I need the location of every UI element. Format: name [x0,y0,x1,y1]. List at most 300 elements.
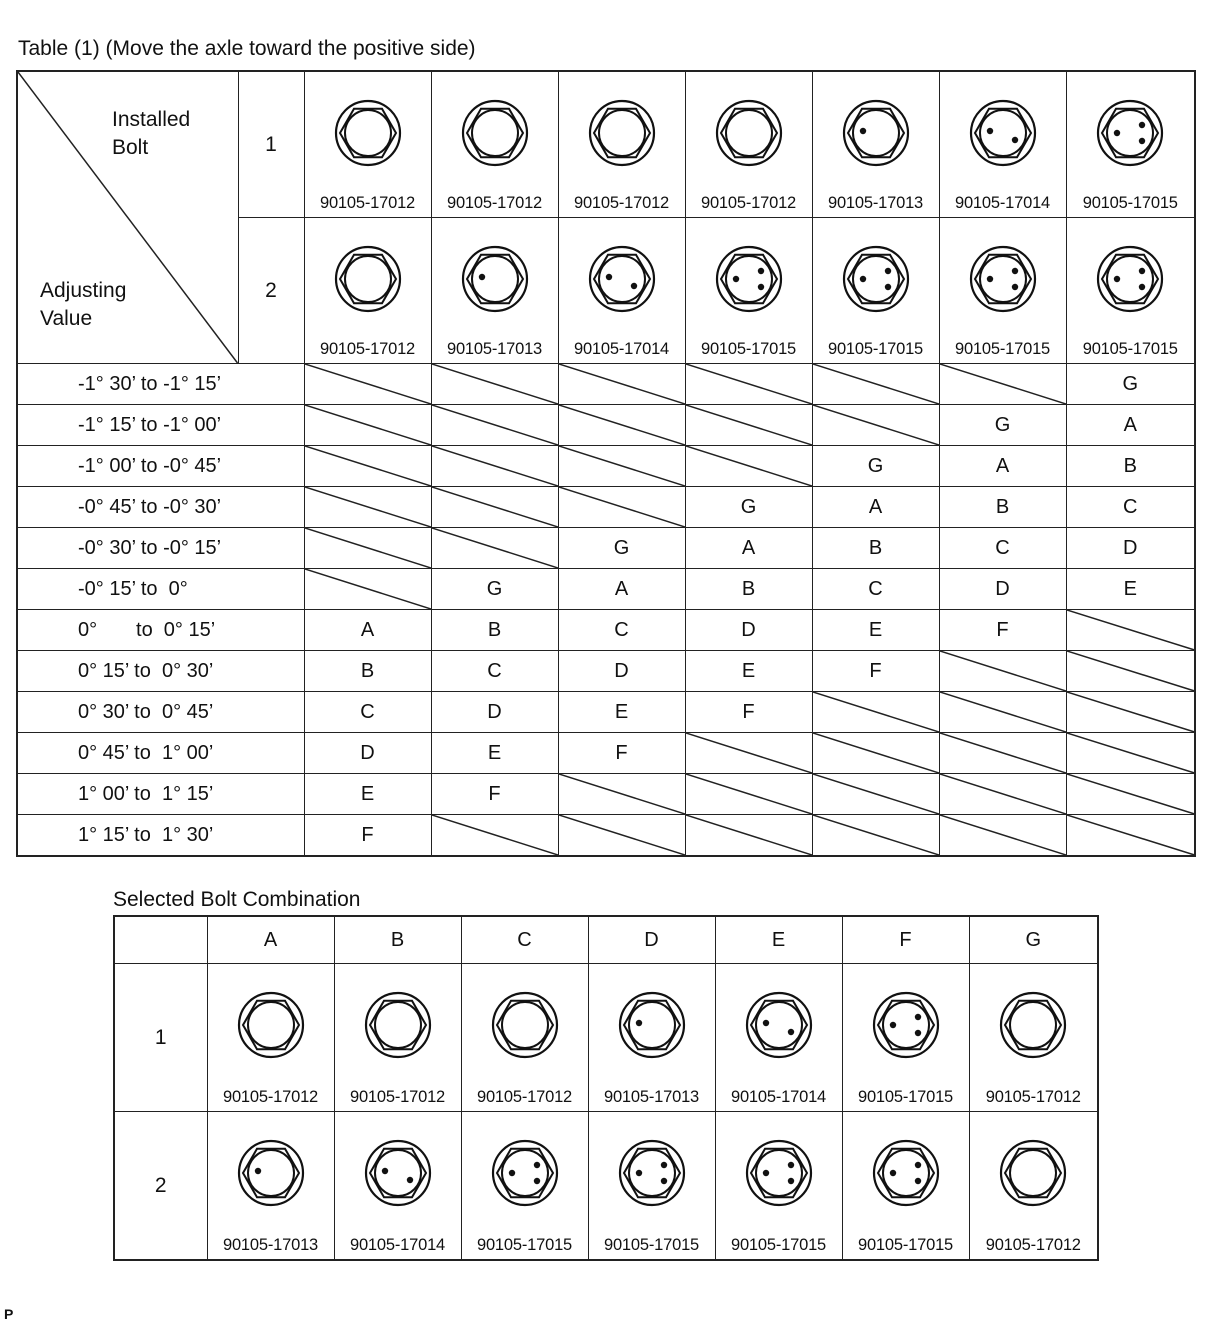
combination-letter-cell: G [1066,364,1195,405]
bolt-mark-dot [381,1168,387,1174]
not-applicable-hatch [559,815,685,855]
combination-letter-cell: E [558,692,685,733]
bolt-part-number: 90105-17013 [446,340,543,358]
not-applicable-hatch [559,364,685,404]
adjusting-value-row [17,610,1195,651]
bolt-mark-dot [986,128,992,134]
bolt-head-icon [998,990,1068,1060]
bolt-head-icon [841,244,911,314]
bolt-head-icon [841,98,911,168]
combination-letter-cell: D [558,651,685,692]
not-applicable-hatch [432,487,558,527]
not-applicable-hatch [1067,651,1195,691]
bolt-mark-dot [1011,137,1017,143]
combination-letter-cell: C [939,528,1066,569]
not-applicable-cell [812,405,939,446]
bolt-position-number: 1 [114,964,207,1112]
not-applicable-cell [431,446,558,487]
bolt-mark-dot [986,276,992,282]
bolt-part-number: 90105-17014 [954,194,1051,212]
combination-letter-cell: G [685,487,812,528]
combination-letter-cell: E [685,651,812,692]
bolt-part-number: 90105-17012 [319,194,416,212]
combination-letter-cell: E [1066,569,1195,610]
not-applicable-cell [685,364,812,405]
bolt-cell [558,218,685,364]
bolt-head-icon [744,1138,814,1208]
installed-bolt-row [17,71,1195,218]
not-applicable-cell [431,815,558,857]
not-applicable-hatch [1067,610,1195,650]
bolt-cell [334,964,461,1112]
combination-letter-cell: C [558,610,685,651]
not-applicable-cell [1066,733,1195,774]
combination-letter-cell: B [304,651,431,692]
combination-letter-cell: F [431,774,558,815]
not-applicable-hatch [940,774,1066,814]
not-applicable-hatch [432,528,558,568]
adjusting-value-row [17,733,1195,774]
combination-letter-header: B [334,916,461,964]
bolt-head-icon [871,990,941,1060]
not-applicable-hatch [305,528,431,568]
adjusting-value-range: 1° 15’ to 1° 30’ [17,815,304,857]
not-applicable-cell [558,815,685,857]
not-applicable-hatch [1067,774,1195,814]
bolt-mark-dot [635,1170,641,1176]
not-applicable-cell [558,405,685,446]
combination-letter-cell: E [304,774,431,815]
combination-letter-cell: C [812,569,939,610]
not-applicable-hatch [940,364,1066,404]
bolt-part-number: 90105-17015 [603,1236,700,1254]
not-applicable-cell [939,651,1066,692]
adjusting-value-row [17,774,1195,815]
footer-mark: P [4,1306,14,1322]
adjusting-value-range: -1° 00’ to -0° 45’ [17,446,304,487]
bolt-cell [304,71,431,218]
not-applicable-hatch [559,774,685,814]
bolt-cell [969,1112,1098,1261]
bolt-part-number: 90105-17014 [573,340,670,358]
not-applicable-cell [558,446,685,487]
not-applicable-cell [812,774,939,815]
bolt-cell [431,218,558,364]
bolt-mark-dot [1139,122,1145,128]
bolt-cell [304,218,431,364]
bolt-cell [1066,218,1195,364]
bolt-head-icon [363,990,433,1060]
bolt-mark-dot [757,268,763,274]
not-applicable-cell [1066,692,1195,733]
bolt-mark-dot [787,1029,793,1035]
not-applicable-cell [304,487,431,528]
bolt-part-number: 90105-17014 [349,1236,446,1254]
adjusting-value-label: Adjusting Value [40,279,127,330]
bolt-part-number: 90105-17015 [954,340,1051,358]
not-applicable-cell [304,405,431,446]
not-applicable-hatch [432,364,558,404]
combination-letter-header: C [461,916,588,964]
bolt-part-number: 90105-17012 [700,194,797,212]
bolt-mark-dot [533,1162,539,1168]
bolt-head-icon [236,1138,306,1208]
bolt-mark-dot [478,274,484,280]
bolt-mark-dot [635,1020,641,1026]
adjusting-value-range: -0° 15’ to 0° [17,569,304,610]
not-applicable-hatch [940,651,1066,691]
not-applicable-cell [304,446,431,487]
not-applicable-hatch [305,487,431,527]
combination-letter-cell: F [812,651,939,692]
not-applicable-cell [812,364,939,405]
bolt-head-icon [617,1138,687,1208]
bolt-head-icon [998,1138,1068,1208]
bolt-part-number: 90105-17013 [222,1236,319,1254]
combination-letter-cell: C [1066,487,1195,528]
bolt-cell [558,71,685,218]
bolt-mark-dot [914,1014,920,1020]
combination-letter-header: G [969,916,1098,964]
bolt-cell [334,1112,461,1261]
bolt-part-number: 90105-17015 [700,340,797,358]
not-applicable-hatch [305,405,431,445]
selected-bolt-row [114,964,1098,1112]
bolt-mark-dot [757,284,763,290]
not-applicable-cell [431,487,558,528]
not-applicable-hatch [686,815,812,855]
not-applicable-hatch [686,733,812,773]
combination-letter-cell: B [1066,446,1195,487]
bolt-cell [715,1112,842,1261]
combination-letter-header: D [588,916,715,964]
bolt-mark-dot [889,1170,895,1176]
bolt-part-number: 90105-17013 [603,1088,700,1106]
not-applicable-hatch [686,364,812,404]
combination-letter-cell: G [558,528,685,569]
bolt-head-icon [714,244,784,314]
bolt-part-number: 90105-17015 [1082,340,1178,358]
bolt-head-icon [490,990,560,1060]
bolt-mark-dot [762,1020,768,1026]
bolt-head-icon [236,990,306,1060]
bolt-mark-dot [914,1030,920,1036]
bolt-part-number: 90105-17012 [985,1236,1081,1254]
not-applicable-cell [431,405,558,446]
bolt-mark-dot [254,1168,260,1174]
not-applicable-cell [685,733,812,774]
bolt-part-number: 90105-17015 [827,340,924,358]
bolt-cell [842,1112,969,1261]
bolt-head-icon [968,244,1038,314]
not-applicable-hatch [1067,815,1195,855]
not-applicable-hatch [686,405,812,445]
combination-letter-cell: B [431,610,558,651]
bolt-mark-dot [884,284,890,290]
bolt-cell [588,964,715,1112]
not-applicable-cell [812,692,939,733]
bolt-part-number: 90105-17015 [1082,194,1178,212]
bolt-mark-dot [1114,276,1120,282]
bolt-head-icon [1095,244,1165,314]
adjusting-value-range: -1° 30’ to -1° 15’ [17,364,304,405]
bolt-head-icon [363,1138,433,1208]
bolt-mark-dot [732,276,738,282]
not-applicable-hatch [432,446,558,486]
bolt-mark-dot [1139,268,1145,274]
not-applicable-cell [939,692,1066,733]
bolt-head-icon [871,1138,941,1208]
combination-letter-cell: F [558,733,685,774]
adjusting-value-range: -1° 15’ to -1° 00’ [17,405,304,446]
combination-letter-cell: D [431,692,558,733]
not-applicable-hatch [305,446,431,486]
combination-letter-cell: A [1066,405,1195,446]
bolt-mark-dot [884,268,890,274]
bolt-mark-dot [508,1170,514,1176]
not-applicable-cell [304,569,431,610]
adjusting-value-row [17,528,1195,569]
combination-letter-cell: B [685,569,812,610]
not-applicable-hatch [1067,733,1195,773]
combination-letter-cell: C [304,692,431,733]
not-applicable-cell [558,774,685,815]
adjusting-value-range: 0° to 0° 15’ [17,610,304,651]
bolt-mark-dot [859,276,865,282]
not-applicable-cell [558,364,685,405]
combination-letter-cell: E [812,610,939,651]
bolt-mark-dot [1011,268,1017,274]
combination-letter-cell: D [939,569,1066,610]
not-applicable-cell [812,733,939,774]
combination-letter-cell: A [558,569,685,610]
not-applicable-hatch [940,815,1066,855]
bolt-mark-dot [787,1178,793,1184]
combination-letter-cell: A [812,487,939,528]
bolt-part-number: 90105-17015 [857,1236,954,1254]
bolt-mark-dot [914,1162,920,1168]
bolt-cell [715,964,842,1112]
adjusting-value-range: 0° 15’ to 0° 30’ [17,651,304,692]
bolt-part-number: 90105-17012 [476,1088,573,1106]
not-applicable-hatch [940,733,1066,773]
combination-letter-cell: G [812,446,939,487]
bolt-head-icon [460,98,530,168]
adjusting-value-range: -0° 30’ to -0° 15’ [17,528,304,569]
not-applicable-hatch [559,405,685,445]
bolt-part-number: 90105-17013 [827,194,924,212]
not-applicable-cell [431,364,558,405]
bolt-head-icon [968,98,1038,168]
not-applicable-cell [1066,610,1195,651]
bolt-mark-dot [406,1177,412,1183]
combination-letter-cell: B [939,487,1066,528]
not-applicable-cell [304,528,431,569]
selected-table-title: Selected Bolt Combination [113,888,361,911]
not-applicable-cell [812,815,939,857]
bolt-part-number: 90105-17012 [222,1088,319,1106]
combination-letter-cell: F [304,815,431,857]
combination-letter-cell: F [685,692,812,733]
not-applicable-hatch [686,446,812,486]
combination-letter-cell: D [304,733,431,774]
combination-letter-cell: C [431,651,558,692]
adjusting-value-row [17,651,1195,692]
bolt-part-number: 90105-17015 [857,1088,954,1106]
not-applicable-cell [685,774,812,815]
bolt-mark-dot [1011,284,1017,290]
not-applicable-hatch [940,692,1066,732]
bolt-head-icon [587,244,657,314]
not-applicable-cell [939,733,1066,774]
bolt-head-icon [617,990,687,1060]
combination-letter-header: E [715,916,842,964]
bolt-head-icon [333,98,403,168]
bolt-mark-dot [630,283,636,289]
bolt-mark-dot [762,1170,768,1176]
bolt-head-icon [333,244,403,314]
selected-bolt-combination-table [113,915,1099,1261]
adjusting-value-row [17,692,1195,733]
combination-letter-cell: D [685,610,812,651]
empty-header-cell [114,916,207,964]
bolt-mark-dot [660,1178,666,1184]
bolt-mark-dot [533,1178,539,1184]
bolt-part-number: 90105-17012 [319,340,416,358]
bolt-position-number: 2 [114,1112,207,1261]
adjusting-value-row [17,487,1195,528]
not-applicable-cell [431,528,558,569]
not-applicable-hatch [559,487,685,527]
bolt-part-number: 90105-17012 [573,194,670,212]
bolt-cell [588,1112,715,1261]
combination-letter-cell: A [304,610,431,651]
not-applicable-hatch [1067,692,1195,732]
bolt-cell [685,71,812,218]
adjusting-value-range: -0° 45’ to -0° 30’ [17,487,304,528]
not-applicable-cell [304,364,431,405]
adjusting-value-row [17,405,1195,446]
not-applicable-cell [1066,774,1195,815]
bolt-mark-dot [914,1178,920,1184]
bolt-mark-dot [660,1162,666,1168]
bolt-part-number: 90105-17015 [476,1236,573,1254]
not-applicable-hatch [305,364,431,404]
bolt-part-number: 90105-17012 [985,1088,1081,1106]
combination-letter-header-row [114,916,1098,964]
not-applicable-hatch [813,364,939,404]
adjusting-value-range: 1° 00’ to 1° 15’ [17,774,304,815]
bolt-cell [685,218,812,364]
combination-letter-cell: D [1066,528,1195,569]
bolt-head-icon [744,990,814,1060]
not-applicable-hatch [813,815,939,855]
bolt-cell [939,71,1066,218]
bolt-cell [969,964,1098,1112]
bolt-adjustment-table [16,70,1196,857]
combination-letter-cell: A [939,446,1066,487]
bolt-head-icon [1095,98,1165,168]
not-applicable-hatch [305,569,431,609]
not-applicable-hatch [432,815,558,855]
installed-bolt-label: Installed Bolt [112,108,191,159]
bolt-cell [431,71,558,218]
not-applicable-cell [939,815,1066,857]
bolt-cell [812,218,939,364]
bolt-cell [461,964,588,1112]
combination-letter-cell: B [812,528,939,569]
not-applicable-hatch [559,446,685,486]
not-applicable-cell [939,364,1066,405]
bolt-cell [207,964,334,1112]
bolt-part-number: 90105-17012 [446,194,543,212]
bolt-part-number: 90105-17014 [730,1088,827,1106]
combination-letter-cell: G [939,405,1066,446]
combination-letter-header: A [207,916,334,964]
adjusting-value-row [17,815,1195,857]
bolt-cell [939,218,1066,364]
adjusting-value-range: 0° 30’ to 0° 45’ [17,692,304,733]
bolt-mark-dot [1139,138,1145,144]
bolt-mark-dot [1114,130,1120,136]
combination-letter-cell: E [431,733,558,774]
not-applicable-cell [685,815,812,857]
bolt-cell [812,71,939,218]
bolt-head-icon [587,98,657,168]
bolt-head-icon [714,98,784,168]
combination-letter-cell: F [939,610,1066,651]
bolt-position-number: 2 [238,218,304,364]
not-applicable-cell [558,487,685,528]
not-applicable-hatch [813,405,939,445]
bolt-cell [207,1112,334,1261]
adjusting-value-range: 0° 45’ to 1° 00’ [17,733,304,774]
bolt-position-number: 1 [238,71,304,218]
not-applicable-hatch [686,774,812,814]
not-applicable-hatch [432,405,558,445]
bolt-head-icon [490,1138,560,1208]
bolt-part-number: 90105-17015 [730,1236,827,1254]
bolt-cell [1066,71,1195,218]
bolt-cell [461,1112,588,1261]
table-corner-header [17,71,238,364]
bolt-cell [842,964,969,1112]
combination-letter-header: F [842,916,969,964]
bolt-mark-dot [859,128,865,134]
not-applicable-hatch [813,692,939,732]
bolt-mark-dot [1139,284,1145,290]
bolt-mark-dot [889,1022,895,1028]
selected-bolt-row [114,1112,1098,1261]
not-applicable-cell [685,405,812,446]
bolt-head-icon [460,244,530,314]
not-applicable-hatch [813,733,939,773]
adjusting-value-row [17,569,1195,610]
combination-letter-cell: G [431,569,558,610]
combination-letter-cell: A [685,528,812,569]
adjusting-value-row [17,364,1195,405]
bolt-mark-dot [605,274,611,280]
not-applicable-cell [1066,651,1195,692]
adjusting-value-row [17,446,1195,487]
not-applicable-cell [1066,815,1195,857]
main-table-title: Table (1) (Move the axle toward the positive side) [18,37,476,60]
not-applicable-cell [685,446,812,487]
not-applicable-cell [939,774,1066,815]
bolt-mark-dot [787,1162,793,1168]
not-applicable-hatch [813,774,939,814]
bolt-part-number: 90105-17012 [349,1088,446,1106]
